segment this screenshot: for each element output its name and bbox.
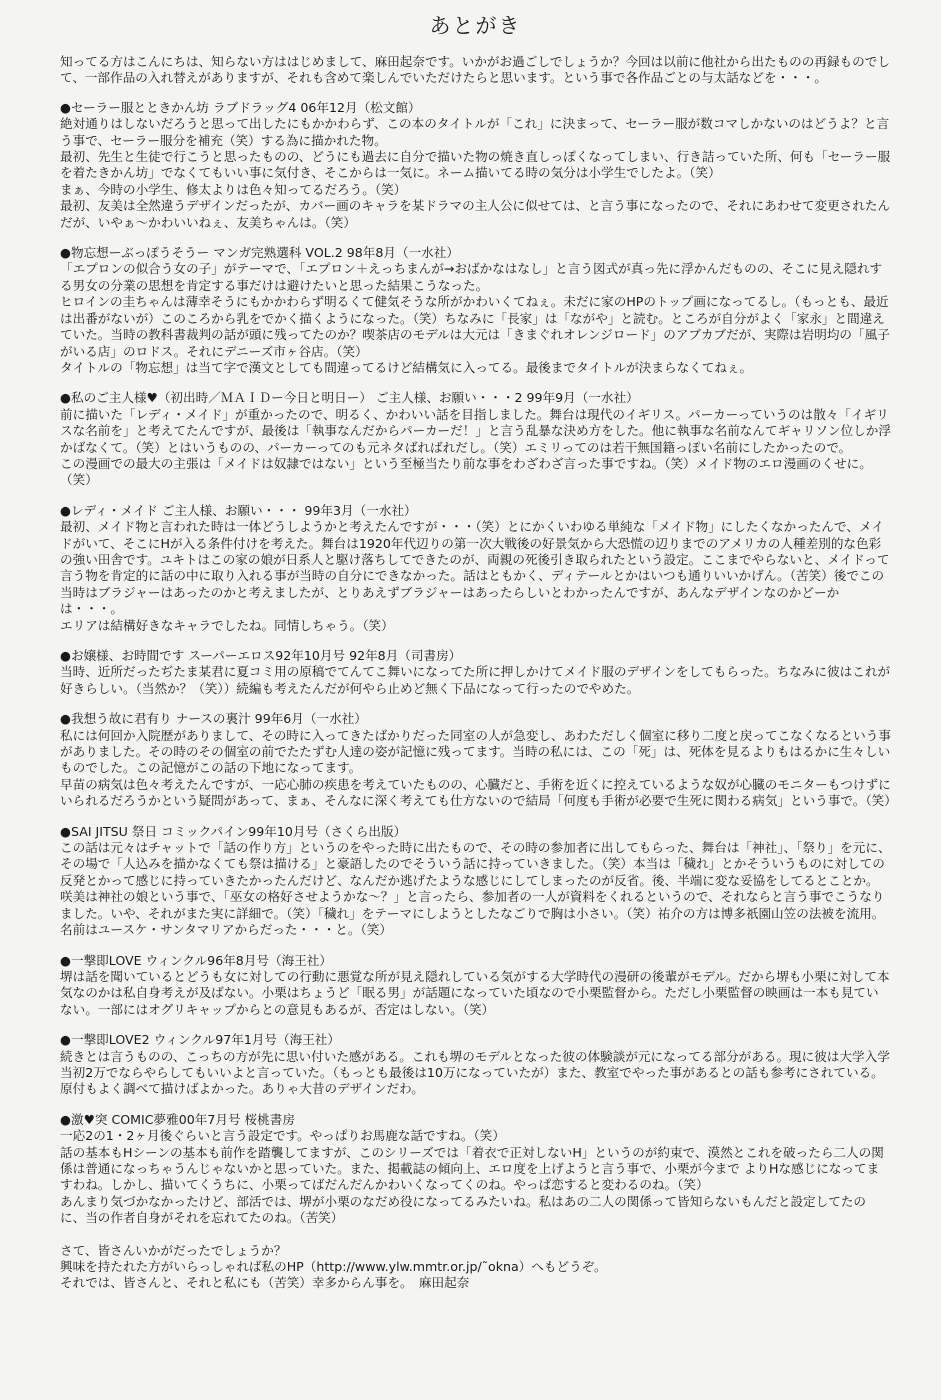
work-section xyxy=(60,648,891,697)
work-heading: ●セーラー服とときかん坊 ラブドラッグ4 06年12月（松文館） xyxy=(60,99,421,115)
closing-block xyxy=(60,1243,891,1292)
work-section xyxy=(60,953,891,1019)
work-paragraph: タイトルの「物忘想」は当て字で漢文としても間違ってるけど結構気に入ってる。最後までタイトルが決まらなくてねぇ。 xyxy=(60,359,753,375)
closing-line: さて、皆さんいかがだったでしょうか？ xyxy=(60,1242,287,1258)
work-section xyxy=(60,503,891,634)
work-heading: ●激♥突 COMIC夢雅00年7月号 桜桃書房 xyxy=(60,1111,295,1127)
work-paragraph: 私には何回か入院歴がありまして、その時に入ってきたばかりだった同室の人が急変し、あわただしく個室に移り二度と戻ってこなくなるという事がありました。その時のその個室の前でたたずむ人達の姿が記憶に残ってます。当時の私には、この「死」は、死体を見るよりもはるかに生々しいものでした。この記憶がこの話の下地になってます。 xyxy=(60,727,891,776)
work-paragraph: ヒロインの圭ちゃんは薄幸そうにもかかわらず明るくて健気そうな所がかわいくてねぇ。未だに家のHPのトップ画になってるし。（もっとも、最近は出番がないが）このころから乳をでかく描くようになった。（笑）ちなみに「長家」は「ながや」と読む。ところが自分がよく「家永」と間違えていた。当時の教科書裁判の話が頭に残ってたのか？喫茶店のモデルは大元は「きまぐれオレンジロード」のアブカブだが、実際は岩明均の「風子がいる店」のロドス。それにデニーズ市ヶ谷店。（笑） xyxy=(60,294,890,359)
work-section xyxy=(60,100,891,231)
closing-line: 興味を持たれた方がいらっしゃれば私のHP（http://www.ylw.mmtr.or.jp/˜okna）へもどうぞ。 xyxy=(60,1259,607,1274)
work-heading: ●我想う故に君有り ナースの裏汁 99年6月（一水社） xyxy=(60,711,367,727)
work-paragraph: 一応2の1・2ヶ月後ぐらいと言う設定です。やっぱりお馬鹿な話ですね。（笑） xyxy=(60,1128,505,1144)
work-heading: ●SAI JITSU 祭日 コミックパイン99年10月号（さくら出版） xyxy=(60,823,407,839)
work-paragraph: 最初、先生と生徒で行こうと思ったものの、どうにも過去に自分で描いた物の焼き直しっぽくなってしまい、行き詰っていた所、何も「セーラー服を着たきかん坊」でなくてもいい事に気付き、そこからは一気に。ネーム描いてる時の気分は小学生でしたよ。（笑） xyxy=(60,149,891,181)
work-paragraph: 最初、友美は全然違うデザインだったが、カバー画のキャラを某ドラマの主人公に似せては、と言う事になったので、それにあわせて変更されたんだが、いやぁ～かわいいねぇ、友美ちゃんは。（笑） xyxy=(60,198,891,230)
work-paragraph: まぁ、今時の小学生、修太よりは色々知ってるだろう。（笑） xyxy=(60,181,407,197)
work-paragraph: あんまり気づかなかったけど、部活では、堺が小栗のなだめ役になってるみたいね。私はあの二人の関係って皆知らないもんだと設定してたのに、当の作者自身がそれを忘れてたのね。（苦笑） xyxy=(60,1193,866,1226)
work-heading: ●私のご主人様♥（初出時／ＭＡＩＤー今日と明日ー） ご主人様、お願い・・・2 99年9月（一水社） xyxy=(60,390,639,406)
work-heading: ●レディ・メイド ご主人様、お願い・・・ 99年3月（一水社） xyxy=(60,502,417,518)
work-paragraph: 「エプロンの似合う女の子」がテーマで、「エプロン＋えっちまんが→おばかなはなし」と言う図式が真っ先に浮かんだものの、そこに見え隠れする男女の分業の思想を肯定する事だけは避けたいと思った結果こうなった。 xyxy=(60,261,883,293)
work-section xyxy=(60,245,891,376)
work-heading: ●物忘想ーぶっぽうそうー マンガ完熟選科 VOL.2 98年8月（一水社） xyxy=(60,245,459,261)
work-paragraph: 咲美は神社の娘という事で、「巫女の格好させようかな～？」と言ったら、参加者の一人が資料をくれるというので、それならと言う事でこうなりました。いや、それがまた実に詳細で。（笑）「穢れ」をテーマにしようとしたなごりで胸は小さい。（笑）祐介の方は博多祇園山笠の法被を流用。名前はユースケ・サンタマリアからだった・・・と。（笑） xyxy=(60,889,885,938)
page-title: あとがき xyxy=(429,14,522,38)
sections-container xyxy=(60,99,897,1227)
work-section xyxy=(60,824,891,939)
work-paragraph: この漫画での最大の主張は「メイドは奴隷ではない」という至極当たり前な事をわざわざ言った事ですね。（笑）メイド物のエロ漫画のくせに。（笑） xyxy=(60,455,872,488)
work-paragraph: 絶対通りはしないだろうと思って出したにもかかわらず、この本のタイトルが「これ」に決まって、セーラー服が数コマしかないのはどうよ？と言う事で、セーラー服分を補充（笑）する為に描かれた物。 xyxy=(60,116,890,148)
work-paragraph: 最初、メイド物と言われた時は一体どうしようかと考えたんですが・・・（笑）とにかくいわゆる単純な「メイド物」にしたくなかったんで、メイドがいて、そこにHが入る条件付けを考えた。舞台は1920年代辺りの第一次大戦後の好景気から大恐慌の辺りまでのアメリカの人種差別的な色彩の強い田舎です。ユキトはこの家の娘が日系人と駆け落ちしてできたのが、両親の死後引き取られたという設定。ここまでやらないと、メイドって言う物を肯定的に話の中に取り入れる事が当時の自分にできなかった。話はともかく、ディテールとかはいつも通りいいかげん。（苦笑）後でこの当時はブラジャーはあったのかと考えましたが、とりあえずブラジャーはあったらしいとわかったんですが、あんなデザインなのかどーかは・・・。 xyxy=(60,519,890,617)
work-paragraph: 話の基本もHシーンの基本も前作を踏襲してますが、このシリーズでは「着衣で正対しないH」というのが約束で、漠然とこれを破ったら二人の関係は普通になっちゃうんじゃないかと思っていた。また、掲載誌の傾向上、エロ度を上げようと言う事で、小栗が今まで よりHな感じになってますわね。しかし、描いてくうちに、小栗ってばだんだんかわいくなってくのね。やっぱ恋すると変わるのね。（笑） xyxy=(60,1144,884,1193)
work-paragraph: 早苗の病気は色々考えたんですが、一応心肺の疾患を考えていたものの、心臓だと、手術を近くに控えているような奴が心臓のモニターもつけずにいられるだろうかという疑問があって、まぁ、そんなに深く考えても仕方ないので結局「何度も手術が必要で生死に関わる病気」という事で。（笑） xyxy=(60,776,897,809)
work-section xyxy=(60,711,897,809)
work-section xyxy=(60,1032,891,1098)
work-paragraph: 前に描いた「レディ・メイド」が重かったので、明るく、かわいい話を目指しました。舞台は現代のイギリス。パーカーっていうのは散々「イギリスな名前を」と考えてたんですが、最後は「執事なんだからパーカーだ！」と言う乱暴な決め方をした。他に執事な名前なんてギャリソン位しか浮かばなくて。（笑）とはいうものの、パーカーってのも元ネタばればれだし。（笑）エミリってのは若干無国籍っぽい名前にしたかったので。 xyxy=(60,406,891,455)
work-paragraph: エリアは結構好きなキャラでしたね。同情しちゃう。（笑） xyxy=(60,617,394,633)
closing-line: それでは、皆さんと、それと私にも（苦笑）幸多からん事を。 麻田起奈 xyxy=(60,1275,470,1291)
work-paragraph: 堺は話を聞いているとどうも女に対しての行動に悪覚な所が見え隠れしている気がする大学時代の漫研の後輩がモデル。だから堺も小栗に対して本気なのかは私自身考えが及ばない。小栗はちょうど「眠る男」が話題になっていた頃なので小栗監督から。ただし小栗監督の映画は一本も見ていない。一部にはオグリキャップからとの意見もあるが、否定はしない。（笑） xyxy=(60,968,890,1017)
work-heading: ●一撃即LOVE ウィンクル96年8月号（海王社） xyxy=(60,952,332,968)
work-paragraph: この話は元々はチャットで「話の作り方」というのをやった時に出たもので、その時の参加者に出してもらった、舞台は「神社」、「祭り」を元に、その場で「人込みを描かなくても祭は描ける」と豪語したのでそういう話に持っていきました。（笑）本当は「穢れ」とかそういうものに対しての反発とかって感じに持っていきたかったんだけど、なんだか逃げたような感じにしてしまったのが反省。後、半端に変な妥協をしてるとことか。 xyxy=(60,840,891,888)
work-section xyxy=(60,1112,891,1227)
work-heading: ●お嬢様、お時間です スーパーエロス92年10月号 92年8月（司書房） xyxy=(60,648,462,663)
work-section xyxy=(60,390,891,488)
work-paragraph: 当時、近所だったぢたま某君に夏コミ用の原稿でてんてこ舞いになってた所に押しかけてメイド服のデザインをしてもらった。ちなみに彼はこれが好きらしい。（当然か？（笑））続編も考えたんだが何やら止めど無く下品になって行ったのでやめた。 xyxy=(60,664,891,696)
work-heading: ●一撃即LOVE2 ウィンクル97年1月号（海王社） xyxy=(60,1032,340,1048)
work-paragraph: 続きとは言うものの、こっちの方が先に思い付いた感がある。これも堺のモデルとなった彼の体験談が元になってる部分がある。現に彼は大学入学当初2万でならやらしてもいいよと言っていた。（もっとも最後は10万になっていたが）また、教室でやった事があるとの話も参考にされている。原付もよく調べて描けばよかった。ありゃ大昔のデザインだわ。 xyxy=(60,1048,890,1097)
intro-paragraph: 知ってる方はこんにちは、知らない方ははじめまして、麻田起奈です。いかがお過ごしでしょうか？今回は以前に他社から出たものの再録ものでして、一部作品の入れ替えがありますが、それも含めて楽しんでいただけたらと思います。という事で各作品ごとの与太話などを・・・。 xyxy=(60,54,890,86)
